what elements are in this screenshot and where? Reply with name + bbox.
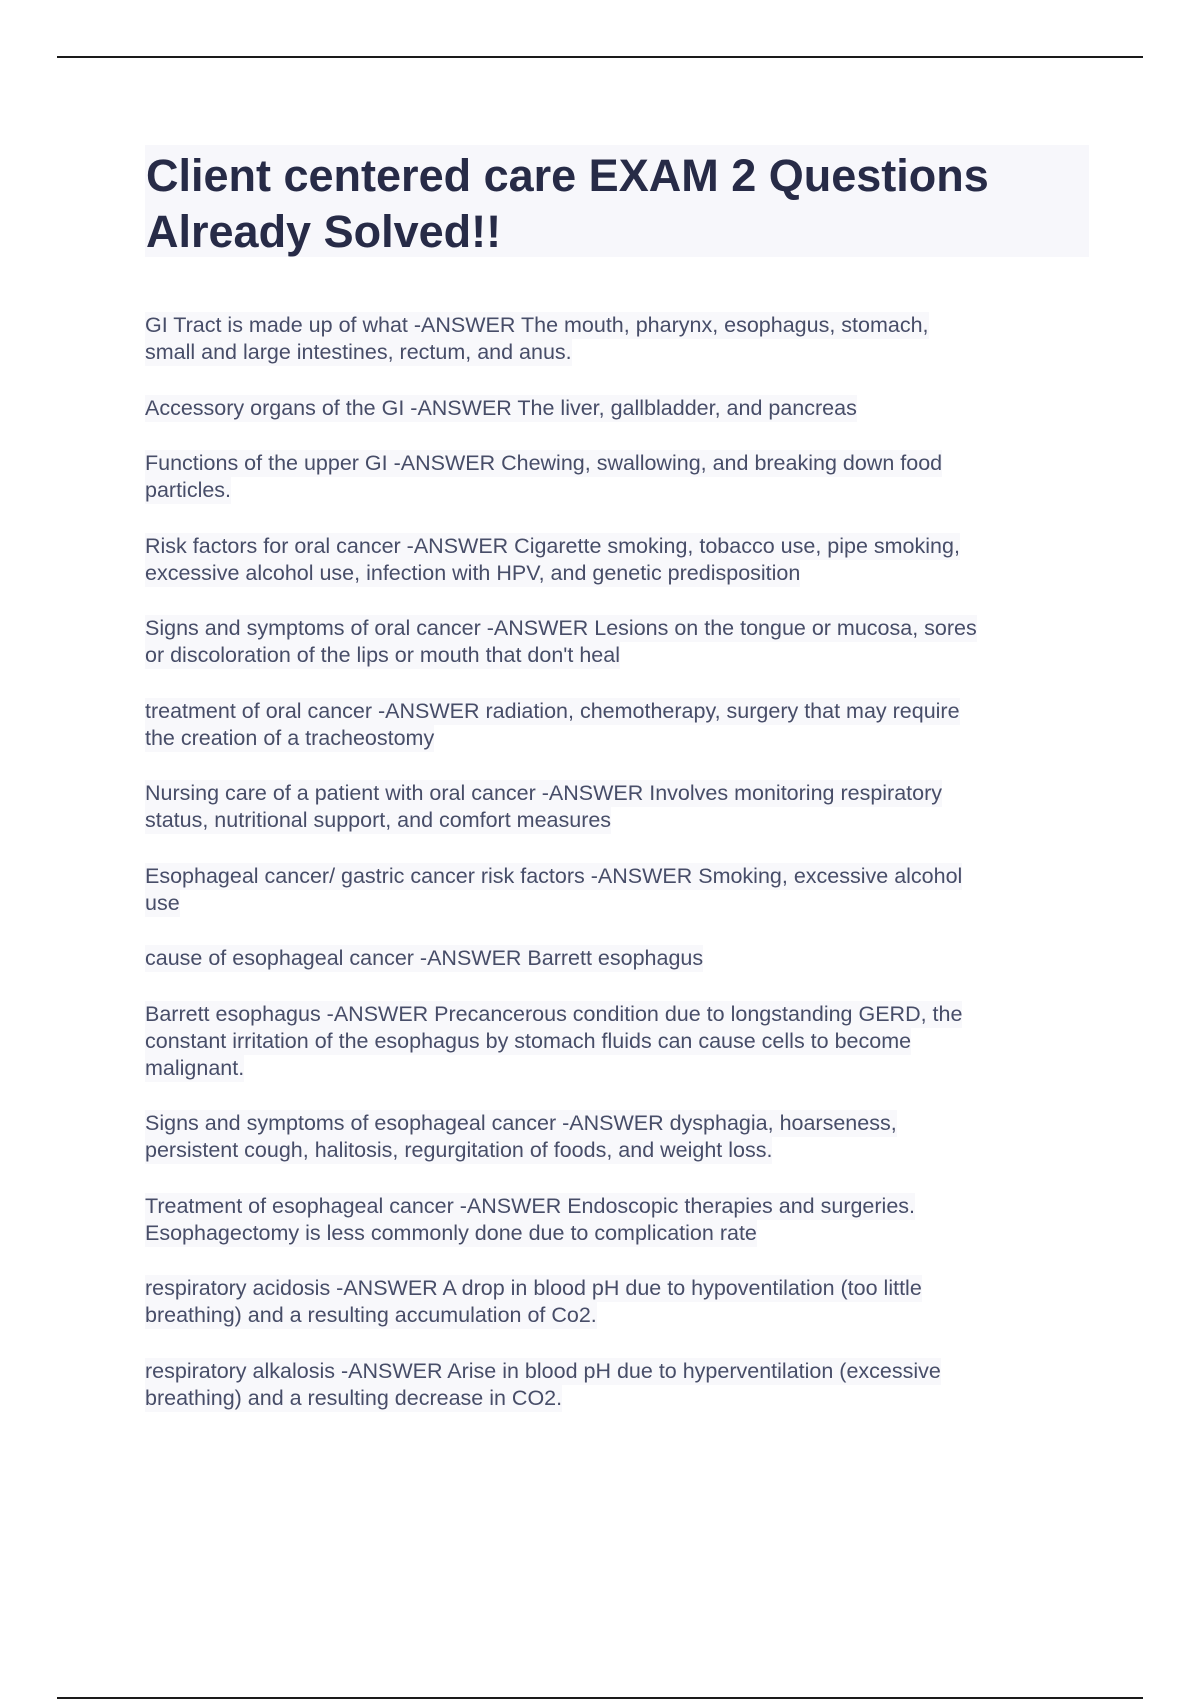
qa-line: Nursing care of a patient with oral cancer -ANSWER Involves monitoring respiratory (145, 781, 943, 805)
qa-item (145, 1110, 1095, 1164)
qa-line: or discoloration of the lips or mouth that don't heal (145, 643, 620, 667)
document-title (146, 148, 989, 260)
qa-item (145, 1001, 1095, 1082)
qa-item (145, 450, 1095, 504)
qa-line: Signs and symptoms of esophageal cancer -ANSWER dysphagia, hoarseness, (145, 1111, 897, 1135)
qa-line: Signs and symptoms of oral cancer -ANSWER Lesions on the tongue or mucosa, sores (145, 616, 977, 640)
qa-line: use (145, 890, 180, 915)
bottom-divider (57, 1697, 1143, 1699)
qa-item (145, 1358, 1095, 1412)
qa-item (145, 780, 1095, 834)
qa-line: the creation of a tracheostomy (145, 725, 435, 750)
qa-line: malignant. (145, 1055, 245, 1080)
qa-line: Accessory organs of the GI -ANSWER The liver, gallbladder, and pancreas (145, 395, 857, 420)
title-block (145, 145, 1089, 257)
qa-line: Risk factors for oral cancer -ANSWER Cigarette smoking, tobacco use, pipe smoking, (145, 533, 960, 558)
qa-item (145, 533, 1095, 587)
qa-line: treatment of oral cancer -ANSWER radiation, chemotherapy, surgery that may require (145, 698, 960, 723)
qa-line: status, nutritional support, and comfort measures (145, 808, 612, 832)
qa-line: breathing) and a resulting accumulation of Co2. (145, 1303, 597, 1327)
qa-item (145, 945, 1095, 972)
title-line: Already Solved!! (146, 206, 502, 257)
qa-item (145, 312, 1095, 366)
qa-line: Esophagectomy is less commonly done due to complication rate (145, 1220, 757, 1245)
qa-line: Barrett esophagus -ANSWER Precancerous condition due to longstanding GERD, the (145, 1001, 963, 1026)
qa-item (145, 1275, 1095, 1329)
qa-item (145, 1193, 1095, 1247)
qa-line: constant irritation of the esophagus by stomach fluids can cause cells to become (145, 1028, 912, 1053)
qa-line: cause of esophageal cancer -ANSWER Barrett esophagus (145, 946, 704, 970)
qa-item (145, 698, 1095, 752)
qa-line: Treatment of esophageal cancer -ANSWER Endoscopic therapies and surgeries. (145, 1193, 916, 1218)
qa-line: GI Tract is made up of what -ANSWER The mouth, pharynx, esophagus, stomach, (145, 313, 929, 337)
qa-line: Esophageal cancer/ gastric cancer risk factors -ANSWER Smoking, excessive alcohol (145, 863, 963, 888)
qa-line: small and large intestines, rectum, and anus. (145, 340, 572, 364)
qa-line: particles. (145, 478, 232, 502)
top-divider (57, 56, 1143, 58)
qa-list (145, 312, 1095, 1440)
qa-item (145, 395, 1095, 422)
qa-line: respiratory acidosis -ANSWER A drop in blood pH due to hypoventilation (too little (145, 1276, 922, 1300)
qa-item (145, 615, 1095, 669)
qa-line: breathing) and a resulting decrease in CO2. (145, 1385, 563, 1410)
qa-line: respiratory alkalosis -ANSWER Arise in blood pH due to hyperventilation (excessive (145, 1358, 941, 1383)
qa-line: persistent cough, halitosis, regurgitation of foods, and weight loss. (145, 1138, 773, 1162)
qa-line: excessive alcohol use, infection with HPV, and genetic predisposition (145, 560, 801, 585)
qa-line: Functions of the upper GI -ANSWER Chewing, swallowing, and breaking down food (145, 451, 943, 475)
title-line: Client centered care EXAM 2 Questions (146, 150, 989, 201)
qa-item (145, 863, 1095, 917)
